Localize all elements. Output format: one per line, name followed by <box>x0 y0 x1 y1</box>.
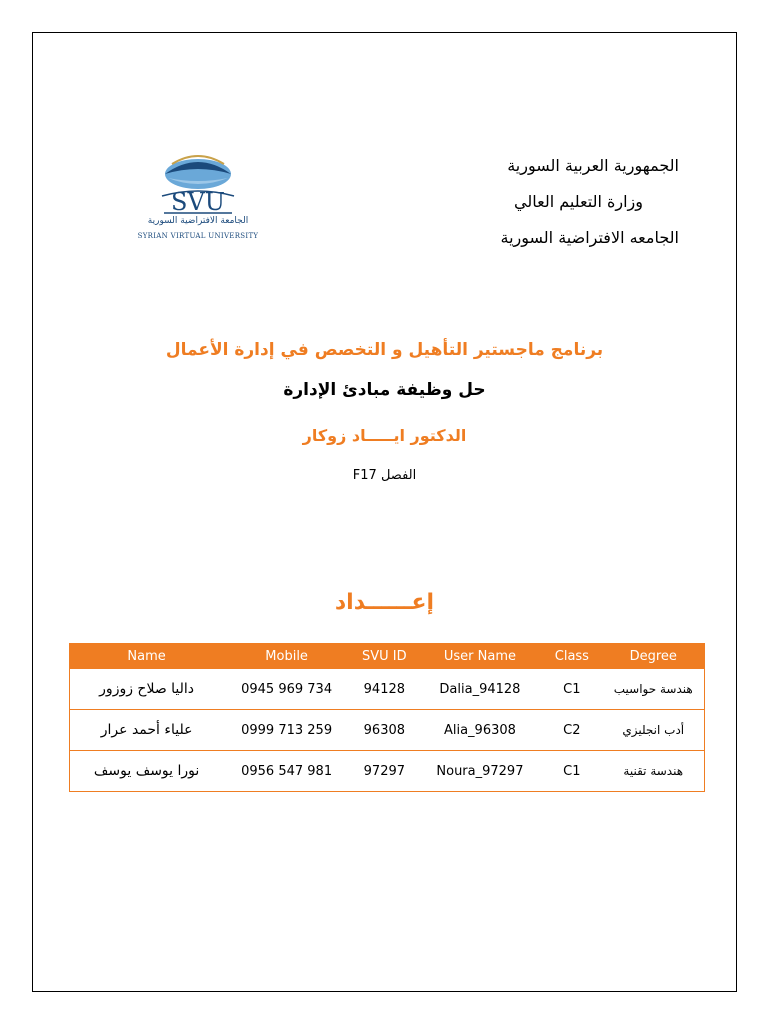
svg-text:SVU: SVU <box>171 188 225 216</box>
ministry-header <box>359 148 679 256</box>
column-header-user-name: User Name <box>419 644 542 670</box>
program-title: برنامج ماجستير التأهيل و التخصص في إدارة الأعمال <box>165 340 604 360</box>
column-header-class: Class <box>541 644 602 670</box>
student-degree: أدب انجليزي <box>602 710 704 751</box>
student-mobile: 0999 713 259 <box>223 710 350 751</box>
student-svu-id: 97297 <box>363 763 406 779</box>
header-line-university: الجامعه الافتراضية السورية <box>500 228 679 247</box>
column-header-mobile: Mobile <box>223 644 350 670</box>
student-svu-id: 96308 <box>350 710 419 751</box>
svu-globe-logo-icon <box>100 150 296 216</box>
student-user-name: Noura_97297 <box>436 763 524 779</box>
table-row <box>70 710 705 751</box>
logo-english-name: SYRIAN VIRTUAL UNIVERSITY <box>137 232 259 240</box>
column-header-svu-id: SVU ID <box>350 644 419 670</box>
student-degree: هندسة تقنية <box>623 764 684 778</box>
student-class: C2 <box>541 710 602 751</box>
student-mobile: 0956 547 981 <box>241 763 333 779</box>
semester-label: الفصل F17 <box>352 468 417 483</box>
header-line-country: الجمهورية العربية السورية <box>507 156 679 175</box>
column-header-name: Name <box>70 644 224 670</box>
prepared-by-heading: إعــــــداد <box>334 590 435 615</box>
student-degree: هندسة حواسيب <box>602 669 704 710</box>
logo-arabic-name: الجامعة الافتراضية السورية <box>147 216 249 226</box>
student-user-name: Alia_96308 <box>419 710 542 751</box>
students-table <box>69 643 705 792</box>
student-class: C1 <box>541 669 602 710</box>
student-name: داليا صلاح زوزور <box>70 669 224 710</box>
student-svu-id: 94128 <box>350 669 419 710</box>
student-user-name: Dalia_94128 <box>419 669 542 710</box>
table-row <box>70 669 705 710</box>
header-line-ministry: وزارة التعليم العالي <box>514 192 643 211</box>
student-mobile: 0945 969 734 <box>223 669 350 710</box>
assignment-title: حل وظيفة مبادئ الإدارة <box>283 380 486 400</box>
svu-logo <box>100 150 296 246</box>
table-row <box>70 751 705 792</box>
column-header-degree: Degree <box>602 644 704 670</box>
student-name: نورا يوسف يوسف <box>93 763 200 779</box>
student-class: C1 <box>563 763 581 779</box>
doctor-name: الدكتور ايـــــاد زوكار <box>302 426 467 445</box>
student-name: علياء أحمد عرار <box>70 710 224 751</box>
table-header-row <box>70 644 705 670</box>
